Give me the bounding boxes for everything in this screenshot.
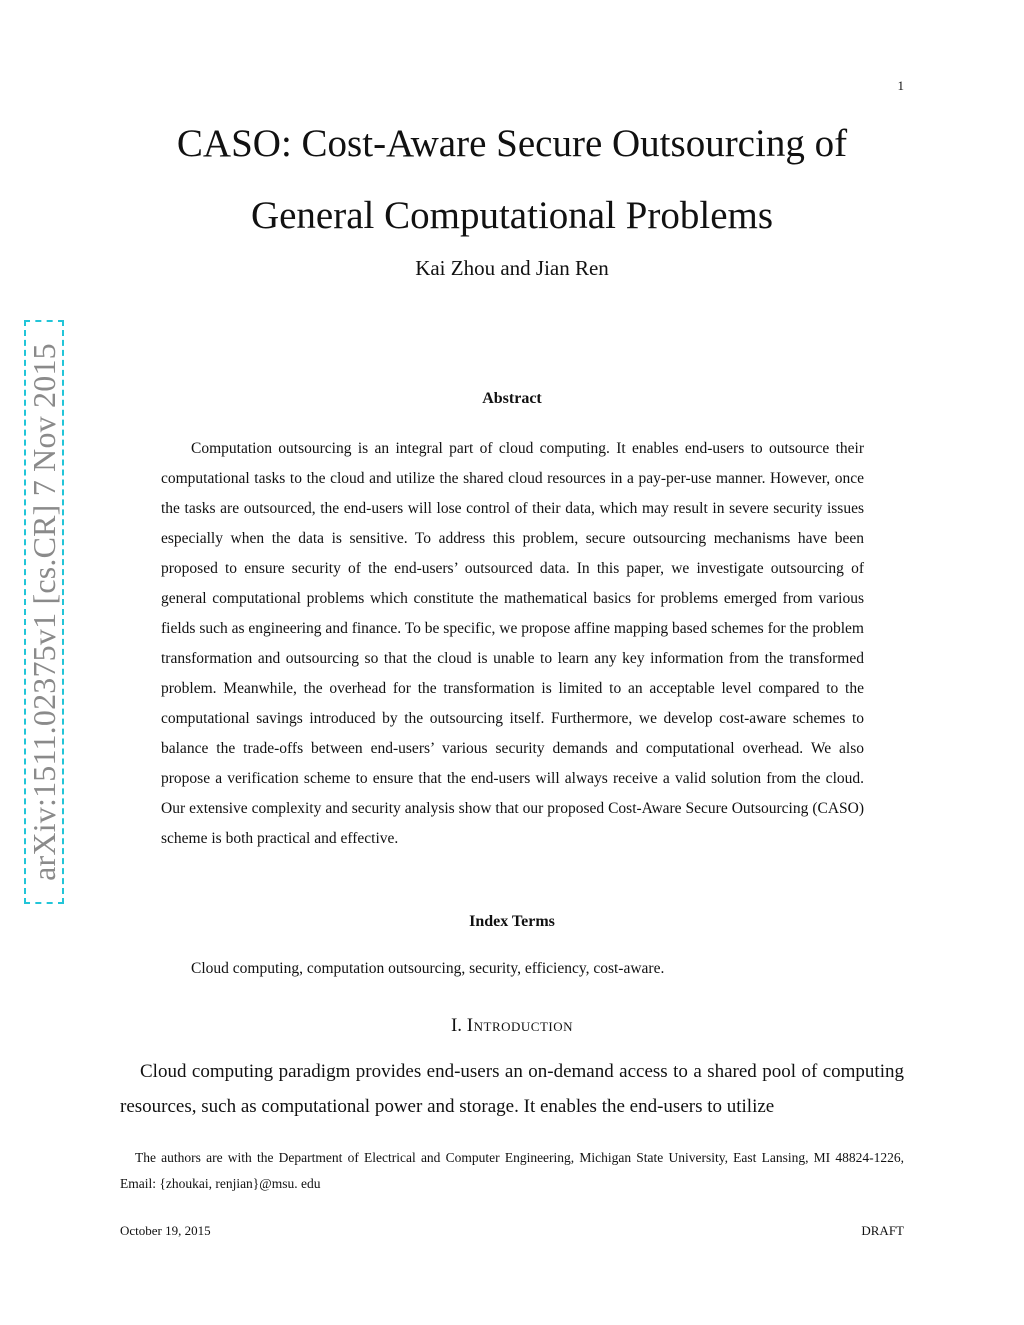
page-number: 1: [897, 78, 904, 93]
section-heading: [120, 1015, 904, 1037]
introduction-text: Cloud computing paradigm provides end-users an on-demand access to a shared pool of computing resources, such as computational power and storage. It enables the end-users to utilize: [120, 1061, 904, 1117]
abstract-heading: Abstract: [482, 390, 542, 407]
abstract-text: Computation outsourcing is an integral part of cloud computing. It enables end-users to outsource their computational tasks to the cloud and utilize the shared cloud resources in a pay-per-use manner. However, once the tasks are outsourced, the end-users will lose control of their data, which may result in severe security issues especially when the data is sensitive. To address this problem, secure outsourcing mechanisms have been proposed to ensure security of the end-users’ outsourced data. In this paper, we investigate outsourcing of general computational problems which constitute the mathematical basics for problems emerged from various fields such as engineering and finance. To be specific, we propose affine mapping based schemes for the problem transformation and outsourcing so that the cloud is unable to learn any key information from the transformed problem. Meanwhile, the overhead for the transformation is limited to an acceptable level compared to the computational savings introduced by the outsourcing itself. Furthermore, we develop cost-aware schemes to balance the trade-offs between end-users’ various security demands and computational overhead. We also propose a verification scheme to ensure that the end-users will always receive a valid solution from the cloud. Our extensive complexity and security analysis show that our proposed Cost-Aware Secure Outsourcing (CASO) scheme is both practical and effective.: [161, 440, 864, 847]
paper-title: [120, 108, 904, 252]
author-affiliation-footnote: The authors are with the Department of Electrical and Computer Engineering, Michigan State University, East Lansing, MI 48824-1226, Email: {zhoukai, renjian}@msu. edu: [120, 1150, 904, 1191]
author-list: Kai Zhou and Jian Ren: [415, 256, 609, 280]
section-title: Introduction: [466, 1015, 574, 1036]
index-terms-heading: Index Terms: [469, 913, 555, 930]
index-terms-text: Cloud computing, computation outsourcing, security, efficiency, cost-aware.: [191, 960, 665, 977]
footer-draft-label: DRAFT: [861, 1223, 904, 1238]
title-line-1: CASO: Cost-Aware Secure Outsourcing of: [176, 122, 848, 165]
section-number: I.: [450, 1015, 463, 1036]
arxiv-identifier: arXiv:1511.02375v1 [cs.CR] 7 Nov 2015: [24, 320, 64, 904]
title-line-2: General Computational Problems: [250, 194, 774, 237]
arxiv-watermark: [22, 320, 66, 904]
footer-date: October 19, 2015: [120, 1223, 211, 1238]
